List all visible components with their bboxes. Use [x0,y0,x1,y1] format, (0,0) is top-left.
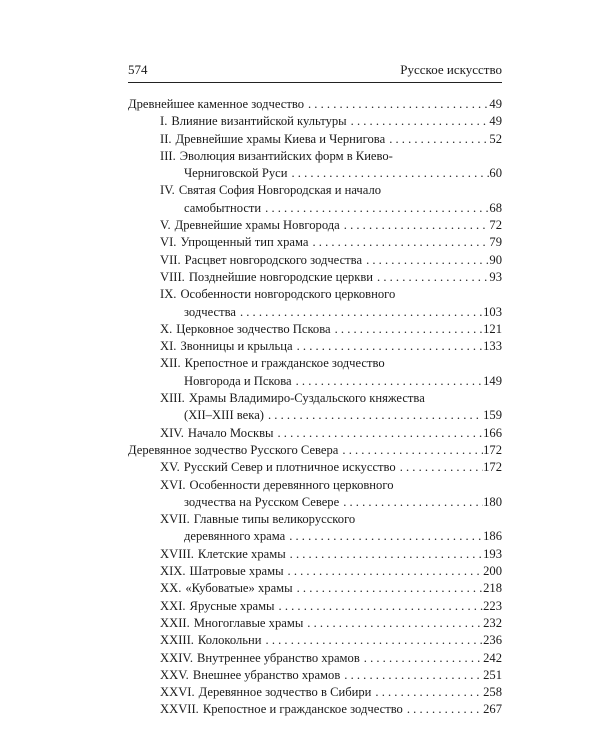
page-ref: 267 [483,702,502,717]
page-ref: 166 [483,425,502,440]
entry-title: Черниговской Руси [184,166,288,181]
chapter-number: IV. [160,183,175,198]
dot-leader [295,338,484,355]
page-ref: 200 [483,564,502,579]
dot-leader [362,650,483,667]
entry-title: самобытности [184,200,262,215]
page-ref: 103 [483,304,502,319]
dot-leader [305,615,483,632]
toc-chapter [128,546,502,563]
toc-line [160,598,502,615]
dot-leader [263,200,489,217]
page-ref: 49 [489,97,502,111]
toc-line [160,321,502,338]
dot-leader [364,252,489,269]
toc-line [160,511,502,528]
toc-section [128,442,502,459]
page-ref: 52 [489,131,502,146]
page-ref: 218 [483,581,502,596]
toc-chapter [128,477,502,512]
dot-leader [405,701,483,718]
toc-line [160,373,502,390]
toc-line [160,580,502,597]
toc-chapter [128,338,502,355]
chapter-number: XXIII. [160,633,194,648]
dot-leader [340,442,483,459]
page-ref: 180 [483,494,502,509]
entry-title: «Кубоватые» храмы [185,581,293,596]
entry-title: Деревянное зодчество в Сибири [198,685,372,700]
toc-chapter [128,650,502,667]
entry-title: (XII–XIII века) [184,408,264,423]
toc-chapter [128,580,502,597]
toc-chapter [128,182,502,217]
entry-title: Древнейшие храмы Новгорода [174,218,340,233]
chapter-number: XIII. [160,391,185,406]
toc-line [160,650,502,667]
page-ref: 223 [483,598,502,613]
chapter-number: XXIV. [160,650,194,665]
entry-title: Святая София Новгородская и начало [178,183,382,198]
toc-chapter [128,667,502,684]
page-ref: 193 [483,546,502,561]
toc-chapter [128,355,502,390]
entry-title: Деревянное зодчество Русского Севера [128,442,339,457]
page-ref: 232 [483,615,502,630]
chapter-number: VII. [160,252,181,267]
toc-chapter [128,701,502,718]
dot-leader [398,459,483,476]
entry-title: Древнейшие храмы Киева и Чернигова [175,131,386,146]
entry-title: Расцвет новгородского зодчества [184,252,363,267]
toc-line [160,182,502,199]
toc-chapter [128,563,502,580]
toc-line [128,442,502,459]
dot-leader [310,234,489,251]
chapter-number: XIX. [160,564,186,579]
page-ref: 121 [483,321,502,336]
dot-leader [373,684,483,701]
dot-leader [294,373,484,390]
toc-line [160,304,502,321]
toc-line [160,286,502,303]
toc-line [160,546,502,563]
chapter-number: XIV. [160,425,184,440]
toc-line [160,494,502,511]
dot-leader [266,407,483,424]
toc-chapter [128,252,502,269]
page-ref: 79 [489,235,502,250]
page-ref: 172 [483,442,502,457]
chapter-number: X. [160,321,173,336]
toc-chapter [128,234,502,251]
toc-chapter [128,511,502,546]
page-ref: 258 [483,685,502,700]
entry-title: Влияние византийской культуры [171,114,347,129]
dot-leader [349,113,490,130]
toc-line [160,148,502,165]
toc-chapter [128,598,502,615]
page-ref: 93 [489,269,502,284]
toc-line [160,131,502,148]
chapter-number: XXII. [160,615,190,630]
toc-line [160,113,502,130]
entry-title: Древнейшее каменное зодчество [128,97,304,111]
table-of-contents [128,96,502,719]
dot-leader [375,269,489,286]
toc-line [160,338,502,355]
page-ref: 186 [483,529,502,544]
page-number: 574 [128,62,148,77]
entry-title: Шатровые храмы [189,564,284,579]
entry-title: Церковное зодчество Пскова [176,321,331,336]
dot-leader [306,96,489,113]
entry-title: Русский Север и плотничное искусство [183,460,396,475]
entry-title: Начало Москвы [187,425,274,440]
toc-section [128,96,502,113]
chapter-number: XXI. [160,598,186,613]
entry-title: Особенности новгородского церковного [180,287,396,302]
chapter-number: XVIII. [160,546,194,561]
toc-line [160,563,502,580]
chapter-number: I. [160,114,168,129]
chapter-number: XI. [160,339,177,354]
entry-title: Главные типы великорусского [193,512,356,527]
chapter-number: IX. [160,287,177,302]
dot-leader [264,632,484,649]
toc-line [160,390,502,407]
toc-chapter [128,148,502,183]
chapter-number: XII. [160,356,181,371]
dot-leader [288,546,483,563]
toc-chapter [128,131,502,148]
chapter-number: XVII. [160,512,190,527]
entry-title: Особенности деревянного церковного [189,477,394,492]
toc-line [160,701,502,718]
toc-line [160,252,502,269]
entry-title: Позднейшие новгородские церкви [188,269,374,284]
page-ref: 68 [489,200,502,215]
entry-title: Упрощенный тип храма [180,235,309,250]
toc-line [160,632,502,649]
page-ref: 72 [489,218,502,233]
entry-title: Колокольни [197,633,262,648]
page-ref: 149 [483,373,502,388]
header-rule [128,82,502,83]
toc-line [160,459,502,476]
toc-line [160,165,502,182]
running-title: Русское искусство [400,62,502,77]
toc-line [128,96,502,113]
toc-line [160,269,502,286]
dot-leader [275,425,483,442]
toc-line [160,425,502,442]
chapter-number: VIII. [160,269,185,284]
entry-title: Ярусные храмы [189,598,275,613]
entry-title: зодчества [184,304,236,319]
dot-leader [333,321,484,338]
dot-leader [387,131,489,148]
dot-leader [295,580,484,597]
dot-leader [286,563,484,580]
chapter-number: V. [160,218,171,233]
toc-line [160,528,502,545]
chapter-number: VI. [160,235,177,250]
toc-chapter [128,390,502,425]
chapter-number: XXV. [160,667,189,682]
toc-chapter [128,615,502,632]
toc-chapter [128,425,502,442]
page-ref: 133 [483,339,502,354]
toc-line [160,477,502,494]
running-header [128,60,502,80]
entry-title: Храмы Владимиро-Суздальского княжества [188,391,425,406]
entry-title: Крепостное и гражданское зодчество [202,702,403,717]
toc-chapter [128,321,502,338]
toc-chapter [128,286,502,321]
page-ref: 49 [489,114,502,129]
dot-leader [341,494,483,511]
toc-line [160,217,502,234]
dot-leader [277,598,484,615]
entry-title: Внутреннее убранство храмов [197,650,360,665]
dot-leader [342,667,483,684]
dot-leader [287,528,483,545]
toc-chapter [128,217,502,234]
toc-line [160,615,502,632]
chapter-number: II. [160,131,172,146]
page-ref: 60 [489,166,502,181]
page-ref: 236 [483,633,502,648]
entry-title: Эволюция византийских форм в Киево- [179,148,393,163]
entry-title: Крепостное и гражданское зодчество [184,356,385,371]
dot-leader [342,217,490,234]
page-ref: 159 [483,408,502,423]
dot-leader [289,165,489,182]
entry-title: Клетские храмы [197,546,286,561]
entry-title: Новгорода и Пскова [184,373,292,388]
chapter-number: XX. [160,581,182,596]
toc-line [160,234,502,251]
entry-title: деревянного храма [184,529,286,544]
toc-line [160,355,502,372]
page-ref: 242 [483,650,502,665]
toc-line [160,200,502,217]
chapter-number: XV. [160,460,180,475]
toc-line [160,667,502,684]
chapter-number: XXVII. [160,702,199,717]
toc-line [160,684,502,701]
toc-chapter [128,269,502,286]
toc-chapter [128,459,502,476]
page-ref: 172 [483,460,502,475]
page-ref: 90 [489,252,502,267]
toc-line [160,407,502,424]
chapter-number: XXVI. [160,685,195,700]
entry-title: зодчества на Русском Севере [184,494,340,509]
toc-chapter [128,113,502,130]
entry-title: Многоглавые храмы [193,615,304,630]
entry-title: Звонницы и крыльца [180,339,293,354]
toc-chapter [128,632,502,649]
page-ref: 251 [483,667,502,682]
entry-title: Внешнее убранство храмов [192,667,341,682]
toc-chapter [128,684,502,701]
chapter-number: XVI. [160,477,186,492]
dot-leader [238,304,483,321]
chapter-number: III. [160,148,176,163]
